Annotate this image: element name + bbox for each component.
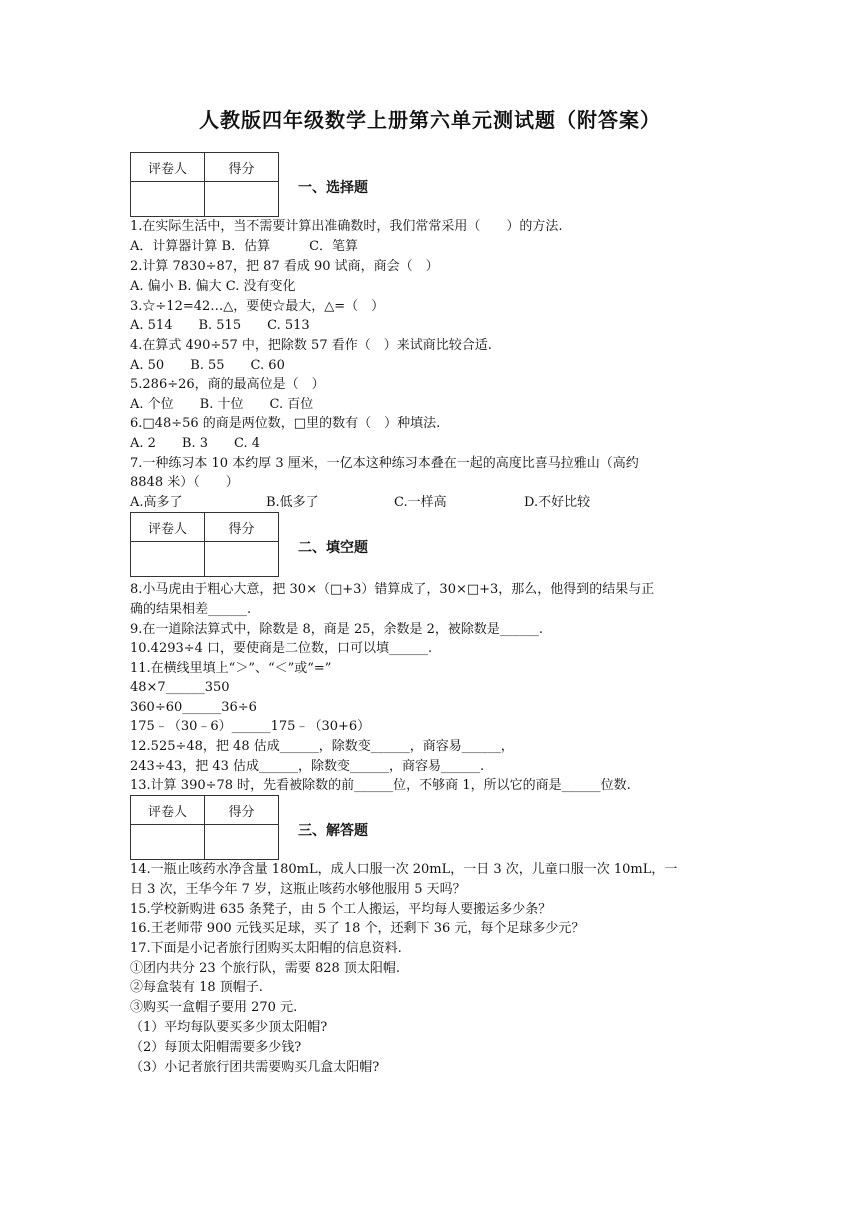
question-2-options: A. 偏小 B. 偏大 C. 没有变化 xyxy=(130,279,296,294)
question-1: 1.在实际生活中，当不需要计算出准确数时，我们常常采用（ ）的方法. xyxy=(130,219,563,234)
question-12: 12.525÷48，把 48 估成______，除数变______，商容易______， xyxy=(130,739,514,754)
option-b: B.低多了 xyxy=(266,495,319,510)
option-a: A.高多了 xyxy=(130,495,183,510)
question-4-options: A. 50 B. 55 C. 60 xyxy=(130,358,285,373)
reviewer-cell xyxy=(131,825,205,860)
score-table xyxy=(130,795,279,860)
question-12-cont: 243÷43，把 43 估成______，除数变______，商容易______. xyxy=(130,759,485,774)
section-title-answer: 三、解答题 xyxy=(298,823,368,839)
reviewer-label: 评卷人 xyxy=(131,513,205,542)
question-13: 13.计算 390÷78 时，先看被除数的前______位，不够商 1，所以它的商是______位数. xyxy=(130,778,631,793)
question-3-options: A. 514 B. 515 C. 513 xyxy=(130,318,310,333)
question-16: 16.王老师带 900 元钱买足球，买了 18 个，还剩下 36 元，每个足球多少元？ xyxy=(130,921,585,936)
reviewer-label: 评卷人 xyxy=(131,153,205,182)
section-title-choice: 一、选择题 xyxy=(298,180,368,196)
reviewer-cell xyxy=(131,182,205,217)
question-4: 4.在算式 490÷57 中，把除数 57 看作（ ）来试商比较合适. xyxy=(130,338,492,353)
question-17-sub-3: （3）小记者旅行团共需要购买几盒太阳帽? xyxy=(130,1060,380,1075)
page-title: 人教版四年级数学上册第六单元测试题（附答案） xyxy=(199,108,661,132)
question-10: 10.4293÷4 口，要使商是二位数，口可以填______. xyxy=(130,641,433,656)
question-17: 17.下面是小记者旅行团购买太阳帽的信息资料. xyxy=(130,941,402,956)
question-5: 5.286÷26，商的最高位是（ ） xyxy=(130,377,325,392)
score-label: 得分 xyxy=(205,153,279,182)
score-cell xyxy=(205,182,279,217)
score-label: 得分 xyxy=(205,513,279,542)
option-c: C.一样高 xyxy=(394,495,447,510)
question-8: 8.小马虎由于粗心大意，把 30×（□+3）错算成了，30×□+3，那么，他得到的结果与正 xyxy=(130,582,655,597)
question-11-c: 175﹣（30﹣6）______175﹣（30+6） xyxy=(130,719,371,734)
question-7: 7.一种练习本 10 本约厚 3 厘米，一亿本这种练习本叠在一起的高度比喜马拉雅山（高约 xyxy=(130,456,639,471)
section-title-fill: 二、填空题 xyxy=(298,540,368,556)
question-17-info-2: ②每盒装有 18 顶帽子. xyxy=(130,980,263,995)
question-17-info-3: ③购买一盒帽子要用 270 元. xyxy=(130,1000,298,1015)
question-1-options: A．计算器计算 B．估算 C．笔算 xyxy=(130,239,359,254)
question-6-options: A. 2 B. 3 C. 4 xyxy=(130,436,261,451)
score-table xyxy=(130,512,279,577)
question-17-sub-1: （1）平均每队要买多少顶太阳帽? xyxy=(130,1020,328,1035)
score-label: 得分 xyxy=(205,796,279,825)
question-11-b: 360÷60______36÷6 xyxy=(130,700,257,715)
question-2: 2.计算 7830÷87，把 87 看成 90 试商，商会（ ） xyxy=(130,259,439,274)
question-7-options xyxy=(130,493,590,513)
score-cell xyxy=(205,825,279,860)
question-9: 9.在一道除法算式中，除数是 8，商是 25，余数是 2，被除数是______. xyxy=(130,622,544,637)
question-6: 6.□48÷56 的商是两位数，□里的数有（ ）种填法. xyxy=(130,416,441,431)
question-7-cont: 8848 米）（ ） xyxy=(130,475,239,490)
question-11-a: 48×7______350 xyxy=(130,680,230,695)
question-15: 15.学校新购进 635 条凳子，由 5 个工人搬运，平均每人要搬运多少条？ xyxy=(130,902,552,917)
question-14: 14.一瓶止咳药水净含量 180mL，成人口服一次 20mL，一日 3 次，儿童口服一次 10mL，一 xyxy=(130,862,678,877)
score-table xyxy=(130,152,279,217)
reviewer-label: 评卷人 xyxy=(131,796,205,825)
score-cell xyxy=(205,542,279,577)
option-d: D.不好比较 xyxy=(524,495,591,510)
question-8-cont: 确的结果相差______. xyxy=(130,602,252,617)
question-17-sub-2: （2）每顶太阳帽需要多少钱? xyxy=(130,1040,302,1055)
question-3: 3.☆÷12=42…△，要使☆最大，△=（ ） xyxy=(130,299,385,314)
question-11: 11.在横线里填上“＞”、“＜”或“=” xyxy=(130,661,332,676)
reviewer-cell xyxy=(131,542,205,577)
question-14-cont: 日 3 次，王华今年 7 岁，这瓶止咳药水够他服用 5 天吗？ xyxy=(130,882,466,897)
question-5-options: A. 个位 B. 十位 C. 百位 xyxy=(130,397,314,412)
question-17-info-1: ①团内共分 23 个旅行队，需要 828 顶太阳帽. xyxy=(130,961,401,976)
